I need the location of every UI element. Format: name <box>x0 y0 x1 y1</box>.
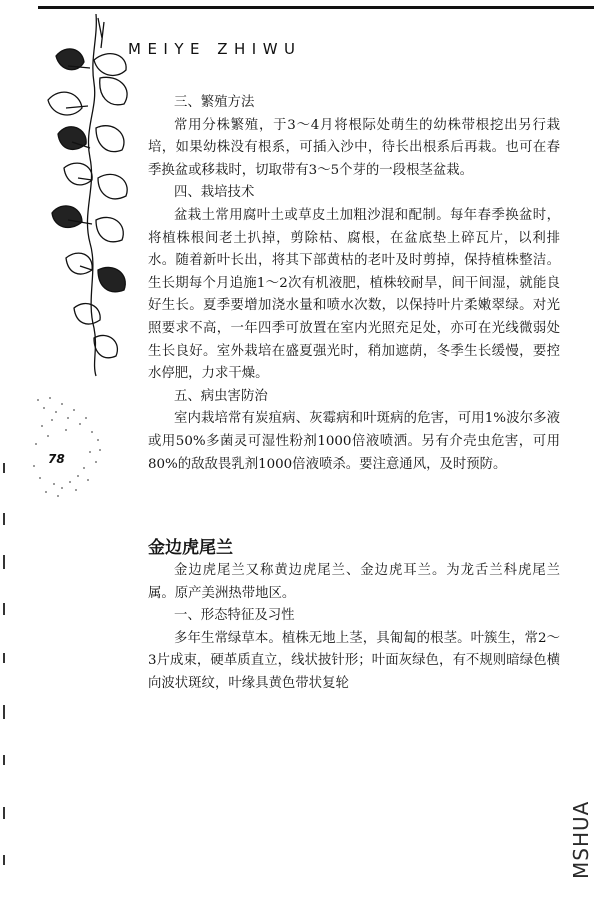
section-heading-morphology: 一、形态特征及习性 <box>174 608 295 624</box>
watermark: MSHUA <box>569 800 593 880</box>
paragraph-entry-intro: 金边虎尾兰又称黄边虎尾兰、金边虎耳兰。为龙舌兰科虎尾兰属。原产美洲热带地区。 <box>148 563 560 601</box>
page-number: 78 <box>48 452 65 466</box>
section-heading-cultivation: 四、栽培技术 <box>174 185 255 201</box>
paragraph-morphology: 多年生常绿草本。植株无地上茎，具匍匐的根茎。叶簇生，常2～3片成束，硬革质直立，线状披针形；叶面灰绿色，有不规则暗绿色横向波状斑纹，叶缘具黄色带状复轮 <box>148 630 560 692</box>
paragraph-pest-control: 室内栽培常有炭疽病、灰霉病和叶斑病的危害，可用1%波尔多液或用50%多菌灵可湿性粉剂1000倍液喷洒。另有介壳虫危害，可用80%的敌敌畏乳剂1000倍液喷杀。要注意通风，及时预防。 <box>148 411 560 472</box>
section-heading-propagation: 三、繁殖方法 <box>174 95 255 110</box>
body-text <box>148 92 560 696</box>
running-head: MEIYE ZHIWU <box>128 40 302 58</box>
paragraph-propagation: 常用分株繁殖，于3～4月将根际处萌生的幼株带根挖出另行栽培，如果幼株没有根系，可插入沙中，待长出根系后再栽。也可在春季换盆或移栽时，切取带有3～5个芽的一段根茎盆栽。 <box>148 117 560 178</box>
margin-scan-marks <box>0 455 10 895</box>
paragraph-cultivation: 盆栽土常用腐叶土或草皮土加粗沙混和配制。每年春季换盆时，将植株根间老土扒掉，剪除枯、腐根，在盆底垫上碎瓦片，以利排水。随着新叶长出，将其下部黄枯的老叶及时剪掉，保持植株整洁。生长期每个月追施1～2次有机液肥，植株较耐旱，间干间湿，就能良好生长。夏季要增加浇水量和喷水次数，以保持叶片柔嫩翠绿。对光照要求不高，一年四季可放置在室内光照充足处，亦可在光线微弱处生长良好。室外栽培在盛夏强光时，稍加遮荫，冬季生长缓慢，要控水停肥，力求干燥。 <box>148 207 560 382</box>
page-number-burst-icon <box>30 390 106 500</box>
vine-illustration-icon <box>38 8 138 380</box>
section-heading-pest-control: 五、病虫害防治 <box>174 388 268 404</box>
entry-title: 金边虎尾兰 <box>148 538 233 559</box>
section-gap <box>148 476 560 534</box>
